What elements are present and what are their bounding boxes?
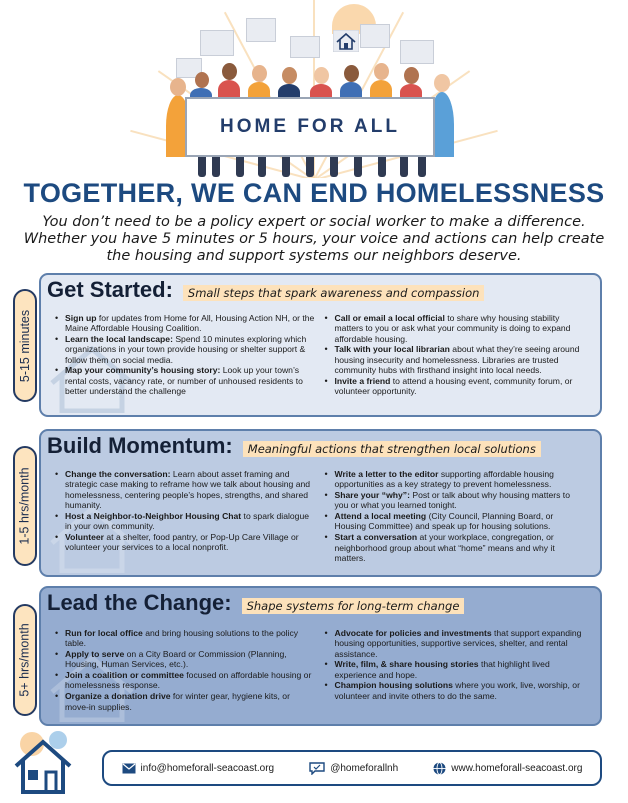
list-item: • Write, film, & share housing stories that highlight lived experience and hope.	[323, 659, 585, 680]
website-text: www.homeforall-seacoast.org	[451, 762, 583, 774]
home-logo-icon	[12, 730, 74, 796]
section-title: Build Momentum:	[47, 433, 233, 458]
list-item: • Share your “why”: Post or talk about why housing matters to you or what you learned tonight.	[323, 490, 585, 511]
list-item: • Host a Neighbor-to-Neighbor Housing Chat to spark dialogue in your own community.	[53, 511, 315, 532]
intro-text: You don’t need to be a policy expert or social worker to make a difference. Whether you have 5 minutes or 5 hours, your voice and actions can help create the housing and support systems our neighbors deserve.	[23, 214, 605, 264]
list-item: • Learn the local landscape: Spend 10 minutes exploring which organizations in your town provide housing or shelter support & follow them on social media.	[53, 334, 315, 365]
social-text: @homeforallnh	[330, 762, 399, 774]
contact-bar	[102, 750, 602, 786]
social-link[interactable]	[309, 762, 398, 775]
list-item: • Change the conversation: Learn about asset framing and strategic case making to reframe how we talk about housing and homelessness, centering people’s hopes, strengths, and shared humanity.	[53, 469, 315, 510]
list-item: • Apply to serve on a City Board or Commission (Planning, Housing, Human Services, etc.).	[53, 649, 315, 670]
list-item: • Attend a local meeting (City Council, Planning Board, or Housing Committee) and speak up for housing solutions.	[323, 511, 585, 532]
section-get-started	[39, 273, 602, 417]
email-text: info@homeforall-seacoast.org	[140, 762, 275, 774]
list-item: • Map your community’s housing story: Look up your town’s rental costs, vacancy rate, or number of unhoused residents to better understand the challenge	[53, 365, 315, 396]
globe-icon	[433, 762, 446, 775]
time-badge-1-5-hrs-month	[13, 446, 37, 566]
list-item: • Call or email a local official to share why housing stability matters to you or ask what your community is doing to expand affordable housing.	[323, 313, 585, 344]
banner-text: HOME FOR ALL	[220, 116, 400, 137]
time-badge-5-plus-hrs-month	[13, 604, 37, 716]
email-link[interactable]	[122, 763, 275, 774]
list-item: • Join a coalition or committee focused on affordable housing or homelessness response.	[53, 670, 315, 691]
list-item: • Advocate for policies and investments that support expanding housing opportunities, supportive services, shelter, and rental assistance.	[323, 628, 585, 659]
home-for-all-banner	[185, 97, 435, 157]
section-build-momentum	[39, 429, 602, 577]
page-title: TOGETHER, WE CAN END HOMELESSNESS	[23, 178, 605, 208]
list-item: • Sign up for updates from Home for All, Housing Action NH, or the Maine Affordable Housing Coalition.	[53, 313, 315, 334]
section-title: Lead the Change:	[47, 590, 232, 615]
list-item: • Run for local office and bring housing solutions to the policy table.	[53, 628, 315, 649]
list-item: • Organize a donation drive for winter gear, hygiene kits, or move-in supplies.	[53, 691, 315, 712]
time-badge-5-15-minutes	[13, 289, 37, 402]
section-subtitle: Shape systems for long-term change	[242, 598, 465, 614]
chat-bubble-icon	[309, 762, 325, 775]
list-item: • Volunteer at a shelter, food pantry, or Pop-Up Care Village or volunteer your services to a local nonprofit.	[53, 532, 315, 553]
hero-illustration	[0, 0, 628, 178]
section-title: Get Started:	[47, 277, 173, 302]
list-item: • Start a conversation at your workplace, congregation, or neighborhood group about what “home” means and why it matters.	[323, 532, 585, 563]
time-label: 1-5 hrs/month	[18, 467, 32, 545]
website-link[interactable]	[433, 762, 582, 775]
section-lead-the-change	[39, 586, 602, 726]
list-item: • Talk with your local librarian about what they’re seeing around housing insecurity and homelessness. Libraries are trusted community hubs with firsthand insight into local needs.	[323, 344, 585, 375]
section-subtitle: Meaningful actions that strengthen local solutions	[243, 441, 541, 457]
list-item: • Champion housing solutions where you work, live, worship, or volunteer and invite others to do the same.	[323, 680, 585, 701]
list-item: • Write a letter to the editor supporting affordable housing opportunities as a key strategy to prevent homelessness.	[323, 469, 585, 490]
section-subtitle: Small steps that spark awareness and compassion	[183, 285, 485, 301]
email-icon	[122, 763, 136, 774]
time-label: 5+ hrs/month	[18, 623, 32, 697]
list-item: • Invite a friend to attend a housing event, community forum, or volunteer opportunity.	[323, 376, 585, 397]
time-label: 5-15 minutes	[18, 309, 33, 382]
house-sign-icon	[333, 30, 359, 52]
